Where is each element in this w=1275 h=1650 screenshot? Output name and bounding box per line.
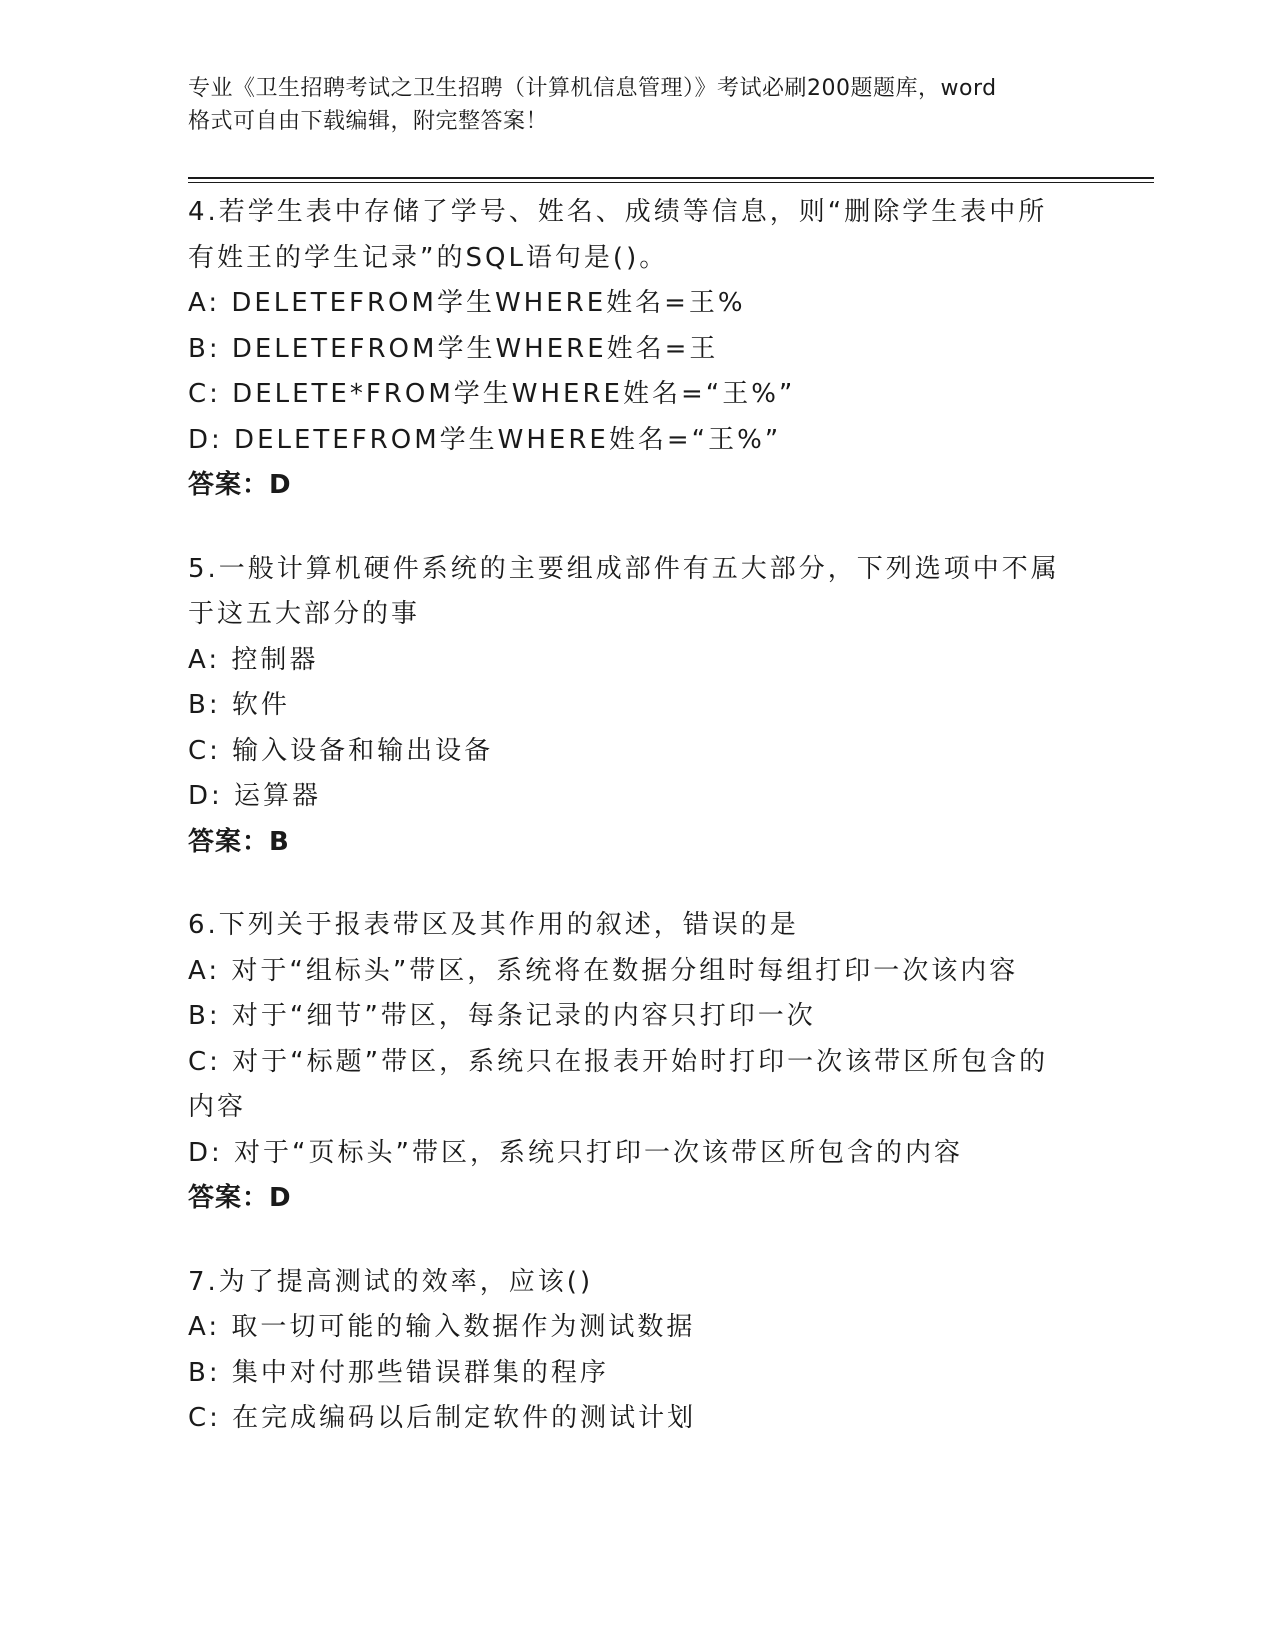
question-text: 有姓王的学生记录”的SQL语句是()。: [188, 242, 669, 273]
option-d: D: DELETEFROM学生WHERE姓名=“王%”: [188, 424, 782, 455]
header-line-2: 格式可自由下载编辑，附完整答案！: [188, 109, 549, 134]
answer: 答案：D: [188, 1183, 292, 1213]
header-line-1: 专业《卫生招聘考试之卫生招聘（计算机信息管理）》考试必刷200题题库，word: [188, 76, 997, 101]
document-header: [188, 72, 1088, 138]
question-text: 7.为了提高测试的效率，应该(): [188, 1266, 594, 1297]
question-text: 6.下列关于报表带区及其作用的叙述，错误的是: [188, 910, 799, 940]
option-a: A: 控制器: [188, 644, 319, 675]
question-text: 4.若学生表中存储了学号、姓名、成绩等信息，则“删除学生表中所: [188, 197, 1048, 227]
question-6: [188, 903, 1088, 1222]
option-c-continued: 内容: [188, 1092, 247, 1122]
option-c: C: DELETE*FROM学生WHERE姓名=“王%”: [188, 379, 796, 409]
option-b: B: DELETEFROM学生WHERE姓名=王: [188, 333, 719, 364]
question-4: [188, 190, 1088, 509]
option-b: B: 集中对付那些错误群集的程序: [188, 1357, 609, 1388]
question-text: 5.一般计算机硬件系统的主要组成部件有五大部分，下列选项中不属: [188, 553, 1060, 584]
header-rule-thin: [188, 182, 1154, 183]
option-a: A: DELETEFROM学生WHERE姓名=王%: [188, 288, 746, 318]
question-list: [188, 190, 1088, 1480]
question-5: [188, 547, 1088, 866]
answer: 答案：B: [188, 826, 290, 857]
option-b: B: 对于“细节”带区，每条记录的内容只打印一次: [188, 1001, 816, 1031]
option-d: D: 对于“页标头”带区，系统只打印一次该带区所包含的内容: [188, 1137, 963, 1168]
option-d: D: 运算器: [188, 781, 322, 811]
question-text: 于这五大部分的事: [188, 599, 421, 629]
option-a: A: 对于“组标头”带区，系统将在数据分组时每组打印一次该内容: [188, 955, 1019, 986]
header-rule-thick: [188, 177, 1154, 179]
option-c: C: 对于“标题”带区，系统只在报表开始时打印一次该带区所包含的: [188, 1046, 1049, 1077]
option-b: B: 软件: [188, 690, 290, 720]
answer: 答案：D: [188, 470, 292, 500]
option-c: C: 输入设备和输出设备: [188, 735, 494, 766]
option-c: C: 在完成编码以后制定软件的测试计划: [188, 1403, 697, 1433]
question-7: [188, 1260, 1088, 1442]
option-a: A: 取一切可能的输入数据作为测试数据: [188, 1312, 696, 1342]
